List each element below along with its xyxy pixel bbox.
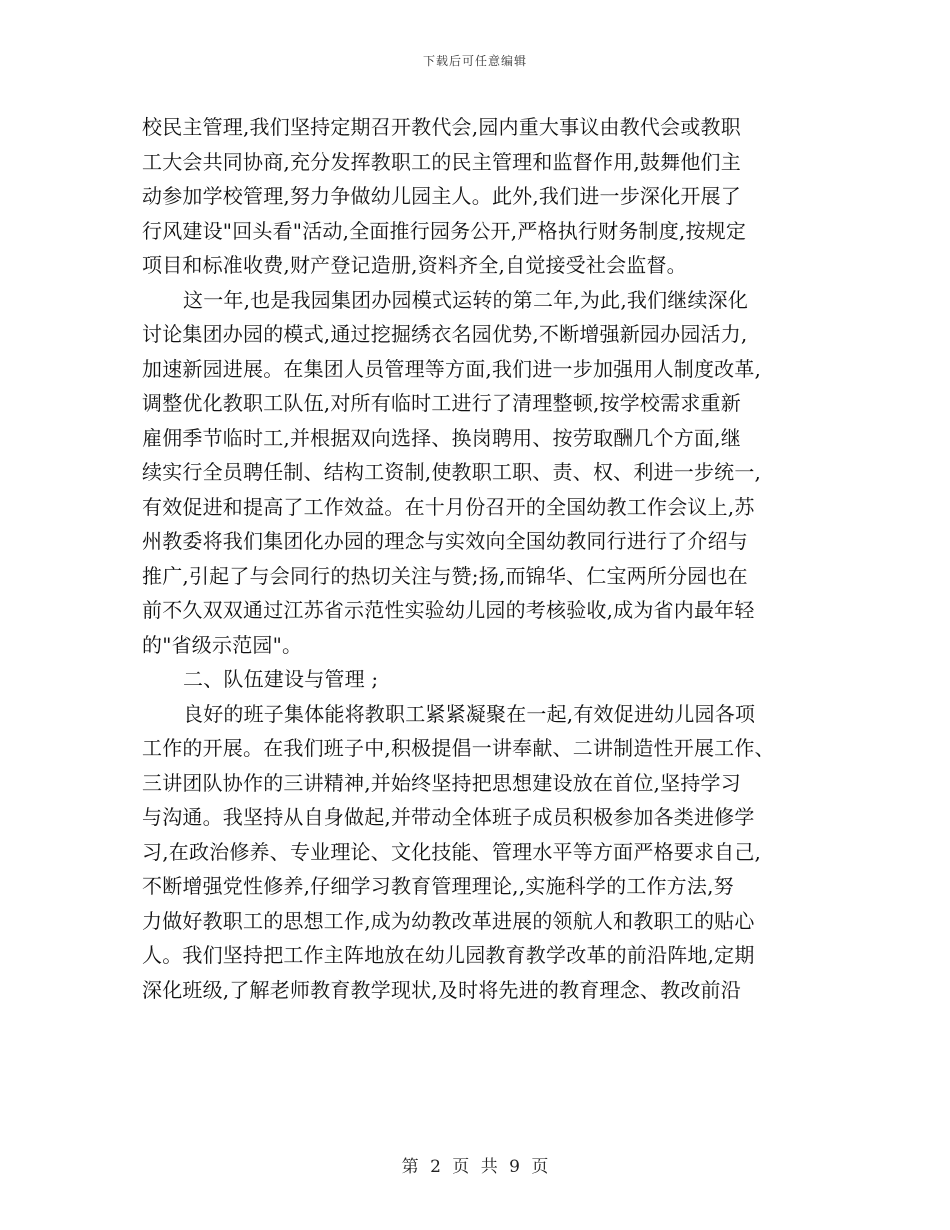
body-text	[142, 110, 806, 1007]
text-line: 动参加学校管理,努力争做幼儿园主人。此外,我们进一步深化开展了	[142, 184, 741, 208]
text-line: 不断增强党性修养,仔细学习教育管理理论,,实施科学的工作方法,努	[142, 874, 734, 898]
section-heading: 二、队伍建设与管理 ;	[183, 667, 379, 691]
text-line: 前不久双双通过江苏省示范性实验幼儿园的考核验收,成为省内最年轻	[142, 598, 755, 622]
text-line: 工大会共同协商,充分发挥教职工的民主管理和监督作用,鼓舞他们主	[142, 149, 741, 174]
text-line: 有效促进和提高了工作效益。在十月份召开的全国幼教工作会议上,苏	[142, 494, 755, 519]
paragraph-start-line: 良好的班子集体能将教职工紧紧凝聚在一起,有效促进幼儿园各项	[183, 701, 756, 726]
page-header: 下载后可任意编辑	[422, 54, 527, 68]
text-line: 讨论集团办园的模式,通过挖掘绣衣名园优势,不断增强新园办园活力,	[142, 322, 748, 346]
text-line: 人。我们坚持把工作主阵地放在幼儿园教育教学改革的前沿阵地,定期	[142, 943, 755, 967]
text-line: 工作的开展。在我们班子中,积极提倡一讲奉献、二讲制造性开展工作、	[142, 736, 775, 760]
paragraph-start-line: 这一年,也是我园集团办园模式运转的第二年,为此,我们继续深化	[183, 287, 749, 312]
text-line: 校民主管理,我们坚持定期召开教代会,园内重大事议由教代会或教职	[142, 115, 741, 139]
text-line: 调整优化教职工队伍,对所有临时工进行了清理整顿,按学校需求重新	[142, 391, 741, 415]
text-line: 的"省级示范园"。	[142, 632, 303, 657]
text-line: 深化班级,了解老师教育教学现状,及时将先进的教育理念、教改前沿	[142, 977, 741, 1002]
text-line: 加速新园进展。在集团人员管理等方面,我们进一步加强用人制度改革,	[142, 356, 762, 381]
text-line: 推广,引起了与会同行的热切关注与赞;扬,而锦华、仁宝两所分园也在	[142, 563, 748, 588]
text-line: 三讲团队协作的三讲精神,并始终坚持把思想建设放在首位,坚持学习	[142, 770, 741, 795]
text-line: 力做好教职工的思想工作,成为幼教改革进展的领航人和教职工的贴心	[142, 908, 755, 933]
text-line: 习,在政治修养、专业理论、文化技能、管理水平等方面严格要求自己,	[142, 839, 762, 864]
text-line: 项目和标准收费,财产登记造册,资料齐全,自觉接受社会监督。	[142, 253, 687, 277]
text-line: 行风建设"回头看"活动,全面推行园务公开,严格执行财务制度,按规定	[142, 218, 747, 243]
text-line: 与沟通。我坚持从自身做起,并带动全体班子成员积极参加各类进修学	[142, 805, 755, 829]
text-line: 续实行全员聘任制、结构工资制,使教职工职、责、权、利进一步统一,	[142, 460, 762, 484]
text-line: 雇佣季节临时工,并根据双向选择、换岗聘用、按劳取酬几个方面,继	[142, 425, 741, 450]
page-footer: 第 2 页 共 9 页	[401, 1157, 549, 1177]
text-line: 州教委将我们集团化办园的理念与实效向全国幼教同行进行了介绍与	[142, 529, 748, 553]
